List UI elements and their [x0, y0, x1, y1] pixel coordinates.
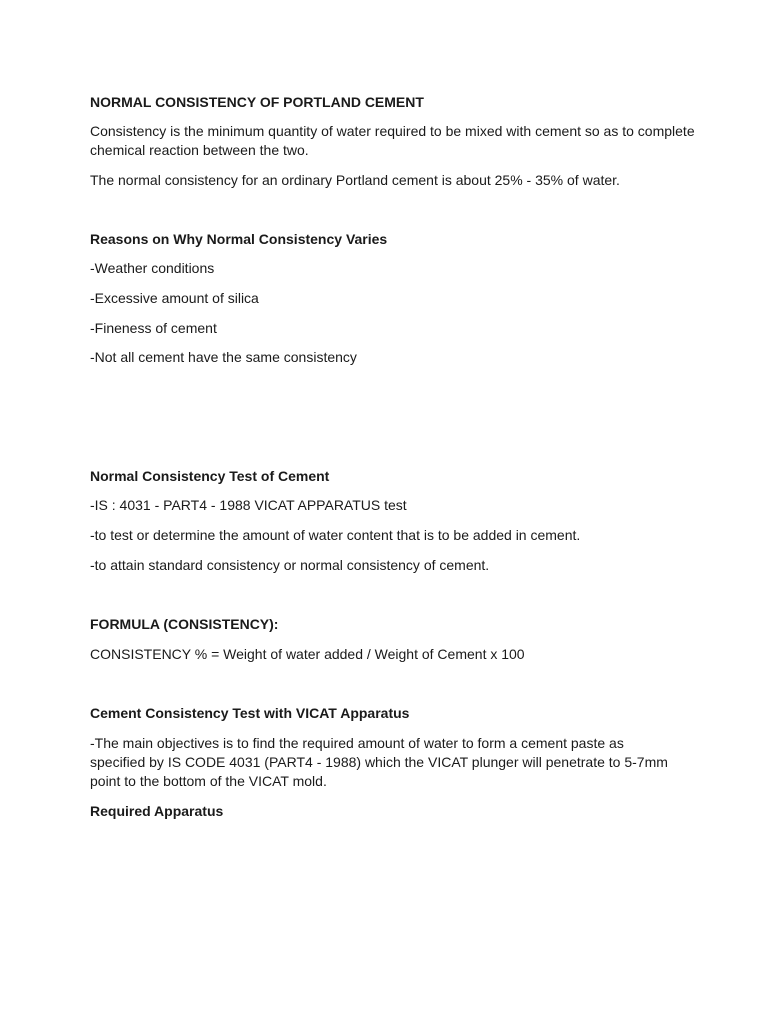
- test-heading: Normal Consistency Test of Cement: [90, 468, 330, 484]
- formula-heading: FORMULA (CONSISTENCY):: [90, 616, 279, 632]
- reason-item: -Not all cement have the same consistency: [90, 349, 357, 365]
- vicat-heading: Cement Consistency Test with VICAT Apparatus: [90, 705, 410, 721]
- test-item: -IS : 4031 - PART4 - 1988 VICAT APPARATUS test: [90, 497, 407, 513]
- reason-item: -Fineness of cement: [90, 320, 217, 336]
- reasons-heading: Reasons on Why Normal Consistency Varies: [90, 231, 388, 247]
- test-item: -to test or determine the amount of water content that is to be added in cement.: [90, 527, 581, 543]
- consistency-definition: Consistency is the minimum quantity of water required to be mixed with cement so as to complete chemical reaction between the two.: [90, 123, 695, 158]
- vicat-objective: -The main objectives is to find the required amount of water to form a cement paste as specified by IS CODE 4031 (PART4 - 1988) which the VICAT plunger will penetrate to 5-7mm point to the bottom of the VICAT mold.: [90, 735, 668, 789]
- document-title: NORMAL CONSISTENCY OF PORTLAND CEMENT: [90, 94, 424, 110]
- test-item: -to attain standard consistency or normal consistency of cement.: [90, 557, 490, 573]
- reason-item: -Weather conditions: [90, 260, 215, 276]
- apparatus-heading: Required Apparatus: [90, 803, 224, 819]
- reason-item: -Excessive amount of silica: [90, 290, 259, 306]
- normal-consistency-range: The normal consistency for an ordinary Portland cement is about 25% - 35% of water.: [90, 172, 620, 188]
- formula-text: CONSISTENCY % = Weight of water added / Weight of Cement x 100: [90, 646, 525, 662]
